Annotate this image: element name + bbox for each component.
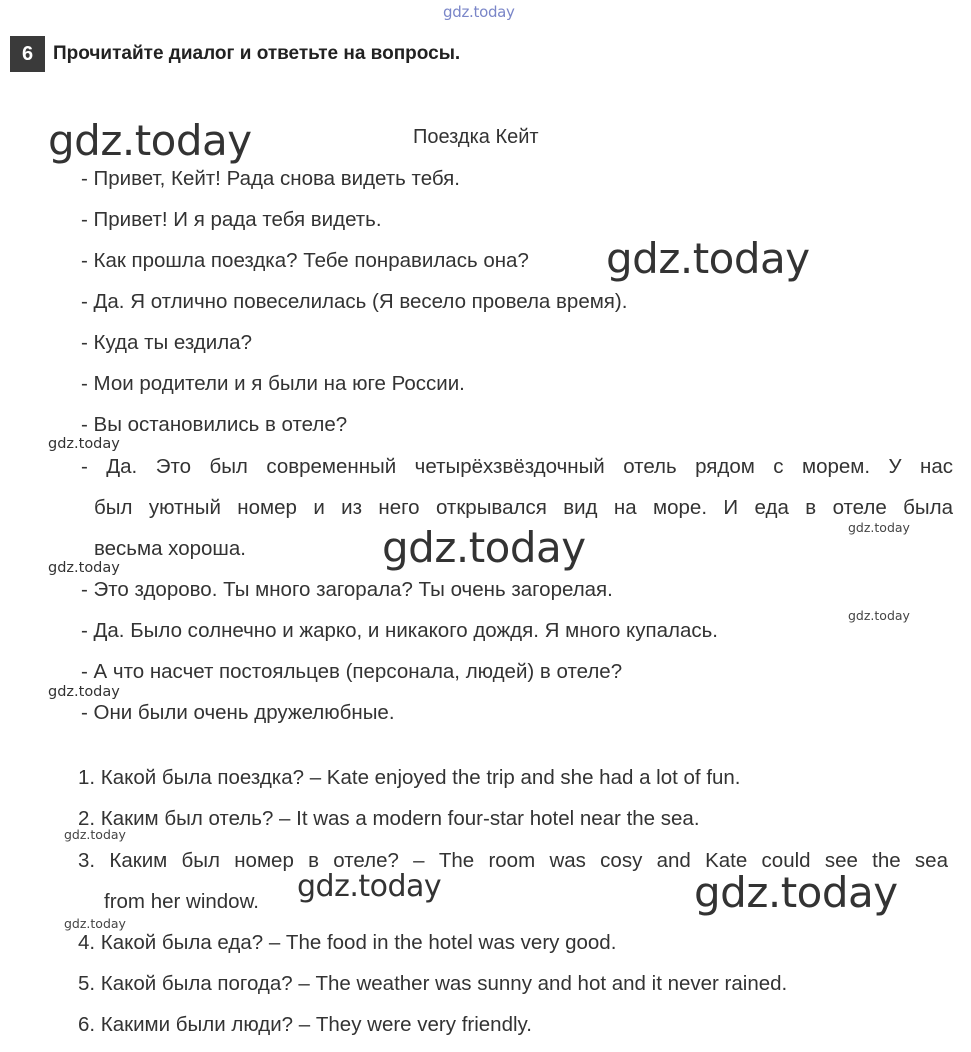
watermark-large: gdz.today: [694, 868, 898, 917]
answer-item: 4. Какой была еда? – The food in the hotel was very good.: [78, 931, 617, 954]
dialog-line: - Вы остановились в отеле?: [81, 413, 348, 436]
answer-item: 6. Какими были люди? – They were very friendly.: [78, 1013, 532, 1036]
watermark-large: gdz.today: [382, 523, 586, 572]
exercise-instruction: Прочитайте диалог и ответьте на вопросы.: [53, 43, 461, 64]
watermark-small: gdz.today: [848, 520, 910, 535]
answer-item: 5. Какой была погода? – The weather was sunny and hot and it never rained.: [78, 972, 788, 995]
dialog-line: - Привет! И я рада тебя видеть.: [81, 208, 382, 231]
dialog-title: Поездка Кейт: [413, 126, 539, 148]
dialog-line: - Как прошла поездка? Тебе понравилась она?: [81, 249, 529, 272]
watermark-small: gdz.today: [64, 916, 126, 931]
watermark-small: gdz.today: [48, 436, 120, 452]
answer-item: 3. Каким был номер в отеле? – The room was cosy and Kate could see the sea: [78, 849, 948, 872]
answer-item-continuation: from her window.: [104, 890, 259, 913]
watermark-small: gdz.today: [48, 560, 120, 576]
dialog-line: был уютный номер и из него открывался вид на море. И еда в отеле была: [94, 496, 953, 519]
watermark-small: gdz.today: [64, 827, 126, 842]
dialog-line: - Куда ты ездила?: [81, 331, 252, 354]
dialog-line: - Они были очень дружелюбные.: [81, 701, 395, 724]
exercise-number-badge: 6: [10, 36, 45, 72]
watermark-top: gdz.today: [443, 3, 515, 21]
dialog-line: - Да. Я отлично повеселилась (Я весело провела время).: [81, 290, 628, 313]
answer-item: 2. Каким был отель? – It was a modern four-star hotel near the sea.: [78, 807, 700, 830]
dialog-line: весьма хороша.: [94, 537, 246, 560]
dialog-line: - Привет, Кейт! Рада снова видеть тебя.: [81, 167, 460, 190]
dialog-line: - Это здорово. Ты много загорала? Ты очень загорелая.: [81, 578, 613, 601]
watermark-large: gdz.today: [297, 869, 442, 904]
dialog-line: - Да. Было солнечно и жарко, и никакого дождя. Я много купалась.: [81, 619, 719, 642]
watermark-large: gdz.today: [48, 116, 252, 165]
watermark-small: gdz.today: [48, 684, 120, 700]
answer-item: 1. Какой была поездка? – Kate enjoyed the trip and she had a lot of fun.: [78, 766, 741, 789]
dialog-line: - А что насчет постояльцев (персонала, людей) в отеле?: [81, 660, 623, 683]
dialog-line: - Да. Это был современный четырёхзвёздочный отель рядом с морем. У нас: [81, 455, 953, 478]
watermark-small: gdz.today: [848, 608, 910, 623]
dialog-line: - Мои родители и я были на юге России.: [81, 372, 465, 395]
watermark-large: gdz.today: [606, 234, 810, 283]
